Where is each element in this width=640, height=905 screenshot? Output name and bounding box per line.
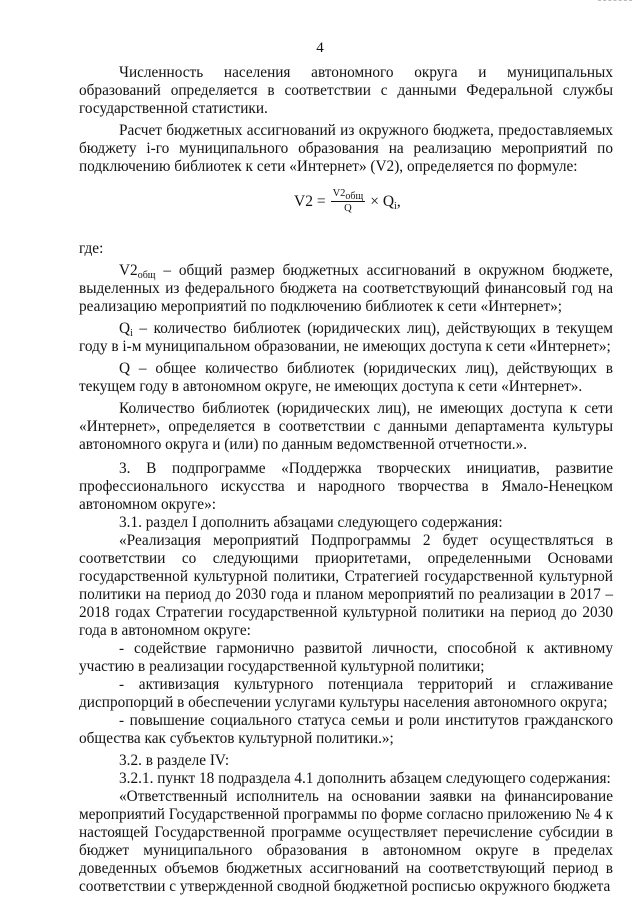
paragraph-3-2-1: 3.2.1. пункт 18 подраздела 4.1 дополнить абзацем следующего содержания: bbox=[119, 770, 611, 787]
formula-qi: $Q_i$ bbox=[382, 192, 397, 212]
paragraph-population: Численность населения автономного округа и муниципальных образований определяется в соответствии с данными Федеральной службы государственной статистики. bbox=[79, 64, 613, 117]
list-item-bullet-2: - активизация культурного потенциала территорий и сглаживание диспропорций в обеспечении услугами культуры населения автономного округа; bbox=[79, 676, 613, 711]
paragraph-quote: «Реализация мероприятий Подпрограммы 2 будет осуществляться в соответствии со следующими приоритетами, определенными Основами государственной культурной политики, Стратегией государственной культурной политики на период до 2030 года и планом мероприятий по реализации в 2017 – 2018 годах Стратегии государственной культурной политики на период до 2030 года в автономном округе: bbox=[79, 532, 613, 639]
formula-lhs: V2 = bbox=[294, 192, 326, 210]
paragraph-library-count: Количество библиотек (юридических лиц), не имеющих доступа к сети «Интернет», определяется в соответствии с данными департамента культуры автономного округа и (или) по данным ведомственной отчетности.». bbox=[79, 400, 613, 453]
document-body bbox=[79, 64, 613, 896]
paragraph-3-1: 3.1. раздел I дополнить абзацами следующего содержания: bbox=[119, 514, 503, 531]
formula-expression: V2 = $\frac{V2_{общ}}{Q}$ × $Q_i$ , bbox=[294, 188, 401, 214]
paragraph-calculation: Расчет бюджетных ассигнований из окружного бюджета, предоставляемых бюджету i-го муниципального образования на реализацию мероприятий по подключению библиотек к сети «Интернет» (V2), определяется по формуле: bbox=[79, 122, 613, 175]
definition-qi: $Q_i$ – количество библиотек (юридических лиц), действующих в текущем году в i-м муниципальном образовании, не имеющих доступа к сети «Интернет»; bbox=[79, 320, 613, 355]
formula-denominator: Q bbox=[344, 203, 352, 214]
page-number: 4 bbox=[316, 40, 324, 56]
formula-fraction bbox=[331, 188, 366, 215]
list-item-bullet-1: - содействие гармонично развитой личности, способной к активному участию в реализации государственной культурной политики; bbox=[79, 640, 613, 675]
paragraph-responsible-executor: «Ответственный исполнитель на основании заявки на финансирование мероприятий Государственной программы по форме согласно приложению № 4 к настоящей Государственной программе осуществляет перечисление субсидии в бюджет муниципального образования в автономном округе в пределах доведенных объемов бюджетных ассигнований на соответствующий период в соответствии с утвержденной сводной бюджетной росписью окружного бюджета bbox=[79, 788, 613, 895]
formula-times: × bbox=[370, 192, 379, 210]
where-label: где: bbox=[79, 240, 104, 257]
paragraph-subprogram: 3. В подпрограмме «Поддержка творческих инициатив, развитие профессионального искусства и народного творчества в Ямало-Ненецком автономном округе»: bbox=[79, 460, 613, 513]
paragraph-3-2: 3.2. в разделе IV: bbox=[119, 752, 230, 769]
definition-q: Q – общее количество библиотек (юридических лиц), действующих в текущем году в автономном округе, не имеющих доступа к сети «Интернет». bbox=[79, 360, 613, 395]
scan-edge-mark bbox=[598, 0, 632, 3]
definition-v2: $V2_{общ}$ – общий размер бюджетных ассигнований в окружном бюджете, выделенных из федерального бюджета на соответствующий финансовый год на реализацию мероприятий по подключению библиотек к сети «Интернет»; bbox=[79, 262, 613, 315]
formula-v2 bbox=[79, 176, 613, 240]
list-item-bullet-3: - повышение социального статуса семьи и роли институтов гражданского общества как субъектов культурной политики.»; bbox=[79, 712, 613, 747]
formula-numerator: $V2_{общ}$ bbox=[332, 188, 364, 202]
